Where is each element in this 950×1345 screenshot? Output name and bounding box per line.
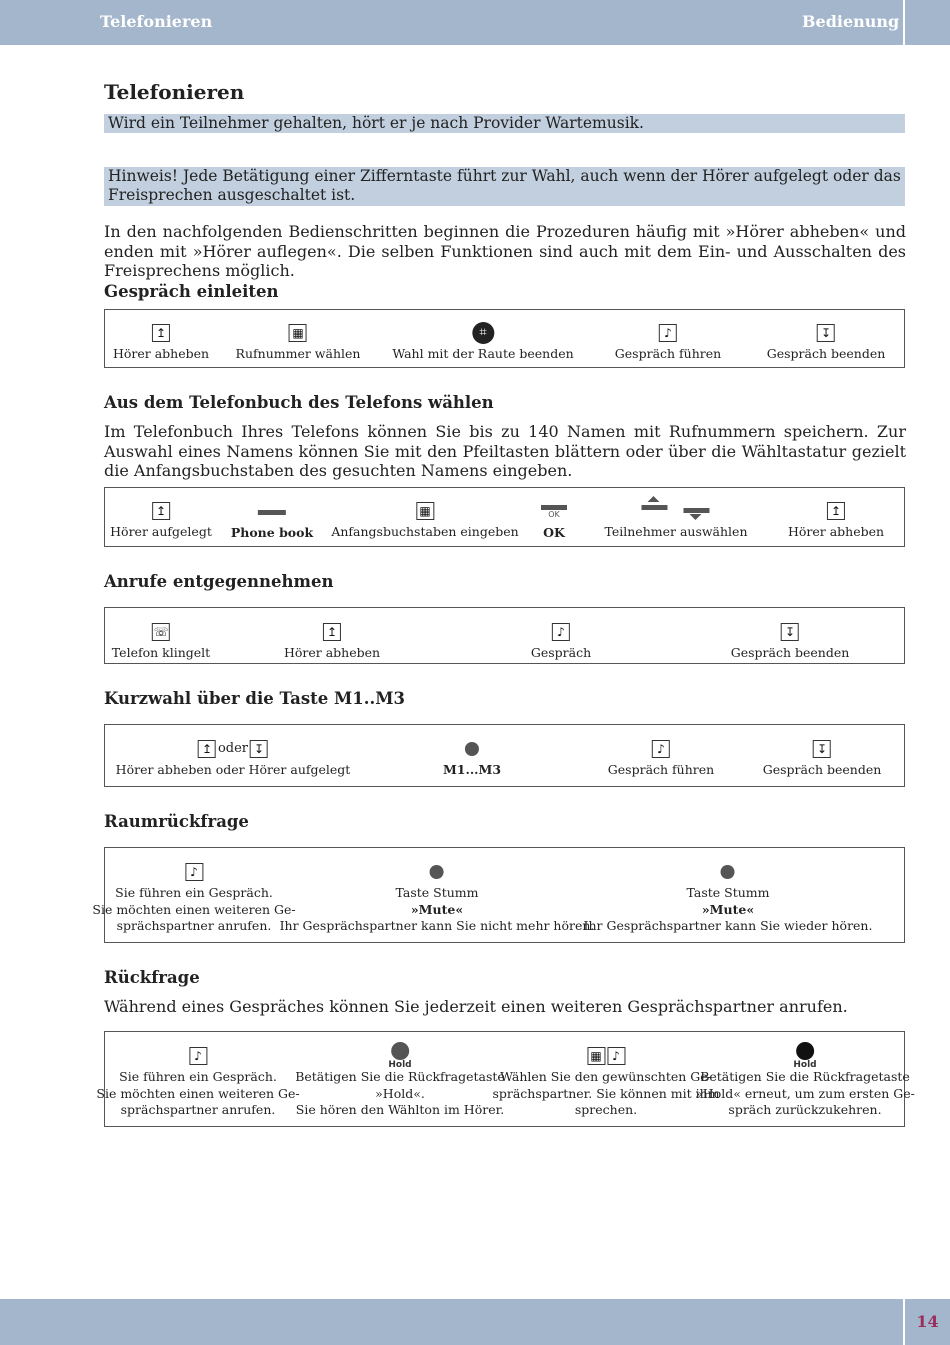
keypad-icon: ▦ — [587, 1047, 605, 1065]
header-tab — [905, 0, 950, 45]
highlight-note: Wird ein Teilnehmer gehalten, hört er je nach Provider Wartemusik. — [104, 114, 905, 133]
hint-note: Hinweis! Jede Betätigung einer Zifferntaste führt zur Wahl, auch wenn der Hörer aufgelegt oder das Freisprechen ausgeschaltet ist. — [104, 167, 905, 206]
step-gespraech — [531, 619, 591, 662]
rueckfrage-paragraph: Während eines Gespräches können Sie jederzeit einen weiteren Gesprächspartner anrufen. — [104, 997, 848, 1016]
step-gespraech — [92, 859, 295, 935]
step-label: Phone book — [230, 525, 314, 540]
steps-box-anrufe — [104, 607, 905, 664]
step-label: OK — [543, 525, 565, 540]
footer-band — [0, 1299, 903, 1345]
page-footer — [0, 1299, 950, 1345]
step-hoerer-abheben — [284, 619, 380, 662]
step-label-line-3: Ihr Gesprächspartner kann Sie nicht mehr hören. — [279, 918, 595, 933]
header-left-title: Telefonieren — [100, 12, 213, 31]
page-title: Telefonieren — [104, 80, 245, 104]
step-label-line-3: sprechen. — [574, 1102, 638, 1117]
step-label-line-2: sprächspartner. Sie können mit ihm — [492, 1085, 720, 1101]
softkey-icon — [258, 510, 286, 515]
step-label: Gespräch beenden — [766, 346, 886, 361]
step-gespraech-beenden — [767, 320, 886, 363]
telefonbuch-paragraph: Im Telefonbuch Ihres Telefons können Sie bis zu 140 Namen mit Rufnummern speichern. Zur Auswahl eines Namens können Sie mit den Pfeiltasten blättern oder über die Wähltastatur gezielt die Anfangsbuchstaben des gesuchten Namens eingeben. — [104, 422, 906, 480]
talk-icon: ♪ — [189, 1047, 207, 1065]
step-label-line-1: Sie führen ein Gespräch. — [115, 885, 273, 900]
step-label-line-2: »Hold« erneut, um zum ersten Ge- — [695, 1085, 915, 1101]
hang-up-icon: ↧ — [813, 740, 831, 758]
step-hold-erneut — [695, 1043, 915, 1119]
step-label: Hörer aufgelegt — [110, 524, 212, 539]
step-phone-book — [231, 499, 313, 542]
step-m1-m3 — [443, 736, 501, 779]
step-gespraech-beenden — [763, 736, 882, 779]
step-label: Gespräch führen — [614, 346, 722, 361]
step-waehlen — [492, 1043, 719, 1119]
section-heading-anrufe: Anrufe entgegennehmen — [104, 572, 334, 591]
lift-handset-icon: ↥ — [152, 502, 170, 520]
section-heading-gespraech-einleiten: Gespräch einleiten — [104, 282, 279, 301]
step-label: Gespräch beenden — [762, 762, 882, 777]
keypad-icon: ▦ — [416, 502, 434, 520]
step-label-line-1: Wählen Sie den gewünschten Ge- — [500, 1069, 712, 1084]
keypad-icon: ▦ — [289, 324, 307, 342]
ringing-icon: ☏ — [153, 625, 169, 639]
step-label-line-3: sprächspartner anrufen. — [116, 918, 272, 933]
step-label-line-1: Taste Stumm — [686, 885, 770, 900]
step-hold — [295, 1043, 505, 1119]
step-label-line-2: »Mute« — [410, 901, 464, 917]
step-label: Gespräch beenden — [730, 645, 850, 660]
step-teilnehmer-auswaehlen — [604, 494, 747, 541]
steps-box-telefonbuch — [104, 487, 905, 547]
step-label: Telefon klingelt — [111, 645, 211, 660]
step-gespraech — [96, 1043, 299, 1119]
hold-key-icon: Hold — [793, 1042, 816, 1070]
step-label: Hörer abheben — [112, 346, 210, 361]
talk-icon: ♪ — [652, 740, 670, 758]
step-label-line-2: »Mute« — [701, 901, 755, 917]
step-label-line-2: Sie möchten einen weiteren Ge- — [92, 901, 296, 917]
step-anfangsbuchstaben — [331, 498, 518, 541]
step-label: Gespräch — [530, 645, 592, 660]
header-right-title: Bedienung — [802, 12, 900, 31]
steps-box-rueckfrage — [96, 1031, 915, 1127]
step-label-line-1: Taste Stumm — [395, 885, 479, 900]
step-raute-beenden — [392, 320, 573, 363]
step-label: Anfangsbuchstaben eingeben — [331, 524, 519, 539]
step-telefon-klingelt — [112, 619, 210, 662]
lift-handset-icon: ↥ — [198, 740, 216, 758]
step-label: Hörer abheben — [283, 645, 381, 660]
hash-key-icon: ⌗ — [472, 322, 494, 344]
talk-icon: ♪ — [659, 324, 677, 342]
step-gespraech-beenden — [731, 619, 850, 662]
intro-paragraph: In den nachfolgenden Bedienschritten beginnen die Prozeduren häufig mit »Hörer abheben« und enden mit »Hörer auflegen«. Die selben Funktionen sind auch mit dem Ein- und Ausschalten des Freisprechens möglich. — [104, 222, 906, 280]
step-gespraech-fuehren — [615, 320, 721, 363]
step-hoerer-abheben-oder-aufgelegt — [116, 736, 351, 779]
step-label-line-2: Sie möchten einen weiteren Ge- — [96, 1085, 300, 1101]
step-mute-off — [584, 859, 873, 935]
arrow-keys-icon — [641, 494, 711, 524]
section-heading-rueckfrage: Rückfrage — [104, 968, 200, 987]
function-key-icon — [465, 742, 479, 756]
step-label-line-1: Betätigen Sie die Rückfragetaste — [700, 1069, 910, 1084]
hang-up-icon: ↧ — [817, 324, 835, 342]
section-heading-telefonbuch: Aus dem Telefonbuch des Telefons wählen — [104, 393, 494, 412]
hang-up-icon: ↧ — [250, 740, 268, 758]
step-label-line-3: Sie hören den Wählton im Hörer. — [295, 1102, 505, 1117]
step-gespraech-fuehren — [608, 736, 714, 779]
or-word: oder — [217, 740, 249, 756]
step-hoerer-abheben — [113, 320, 209, 363]
lift-handset-icon: ↥ — [323, 623, 341, 641]
ok-key-icon: OK — [541, 505, 567, 520]
step-hoerer-abheben — [788, 498, 884, 541]
step-label: Wahl mit der Raute beenden — [392, 346, 574, 361]
steps-box-gespraech-einleiten — [104, 309, 905, 368]
mute-key-icon — [430, 865, 444, 879]
step-label: Teilnehmer auswählen — [604, 524, 748, 539]
section-heading-raumrueckfrage: Raumrückfrage — [104, 812, 249, 831]
talk-icon: ♪ — [552, 623, 570, 641]
step-label: Hörer abheben — [787, 524, 885, 539]
step-mute-on — [280, 859, 595, 935]
step-hoerer-aufgelegt — [110, 498, 212, 541]
step-label-line-3: spräch zurückzukehren. — [728, 1102, 882, 1117]
lift-handset-icon: ↥ — [827, 502, 845, 520]
mute-key-icon — [721, 865, 735, 879]
step-label-line-1: Sie führen ein Gespräch. — [119, 1069, 277, 1084]
step-rufnummer-waehlen — [236, 320, 361, 363]
step-label-line-3: sprächspartner anrufen. — [120, 1102, 276, 1117]
step-label-line-1: Betätigen Sie die Rückfragetaste — [295, 1069, 505, 1084]
section-heading-kurzwahl: Kurzwahl über die Taste M1..M3 — [104, 689, 405, 708]
page-header — [0, 0, 950, 45]
step-label: Rufnummer wählen — [235, 346, 361, 361]
page-number: 14 — [916, 1312, 939, 1331]
talk-icon: ♪ — [607, 1047, 625, 1065]
step-ok — [541, 499, 567, 542]
talk-icon: ♪ — [185, 863, 203, 881]
lift-handset-icon: ↥ — [152, 324, 170, 342]
steps-box-kurzwahl — [104, 724, 905, 787]
steps-box-raumrueckfrage — [92, 847, 905, 943]
step-label: Hörer abheben oder Hörer aufgelegt — [115, 762, 351, 777]
hang-up-icon: ↧ — [781, 623, 799, 641]
hold-key-icon: Hold — [388, 1042, 411, 1070]
step-label: M1...M3 — [442, 762, 502, 777]
step-label-line-3: Ihr Gesprächspartner kann Sie wieder hören. — [583, 918, 873, 933]
step-label-line-2: »Hold«. — [375, 1085, 425, 1101]
step-label: Gespräch führen — [607, 762, 715, 777]
